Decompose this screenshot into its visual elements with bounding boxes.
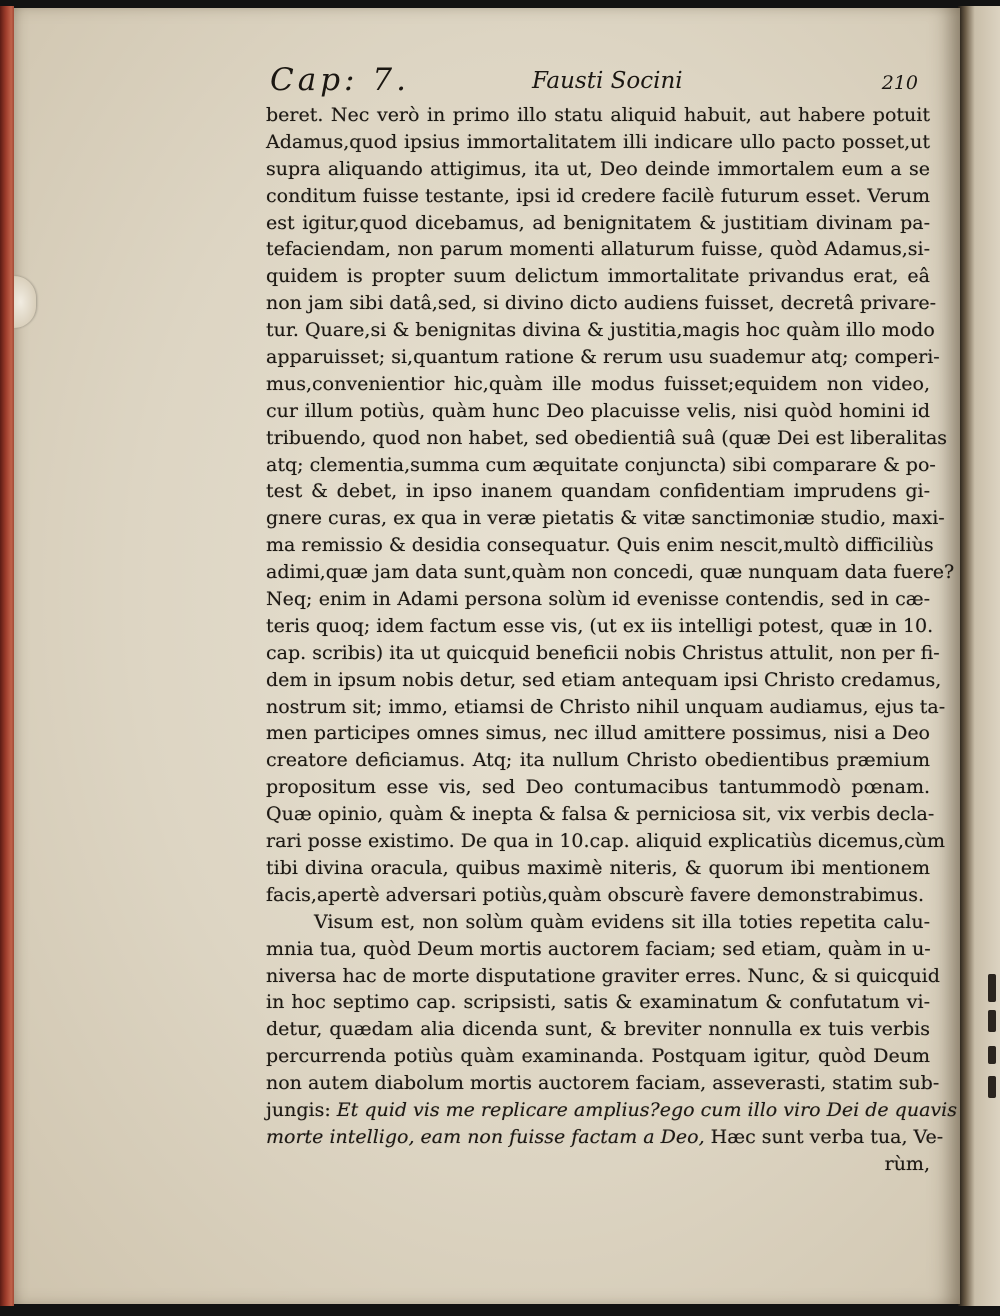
text-line: test & debet, in ipso inanem quandam confidentiam imprudens gi- bbox=[266, 480, 930, 503]
text-line: cap. scribis) ita ut quicquid beneficii nobis Christus attulit, non per fi- bbox=[266, 641, 940, 664]
text-line: niversa hac de morte disputatione graviter erres. Nunc, & si quicquid bbox=[266, 964, 940, 987]
running-head bbox=[270, 58, 920, 102]
text-line: Adamus,quod ipsius immortalitatem illi indicare ullo pacto posset,ut bbox=[266, 130, 930, 153]
text-line-morte bbox=[266, 1124, 944, 1151]
text-run: Hæc sunt verba tua, Ve- bbox=[704, 1125, 944, 1148]
text-line: adimi,quæ jam data sunt,quàm non concedi, quæ nunquam data fuere? bbox=[266, 561, 955, 584]
text-line: supra aliquando attigimus, ita ut, Deo deinde immortalem eum a se bbox=[266, 157, 930, 180]
text-line: atq; clementia,summa cum æquitate conjuncta) sibi comparare & po- bbox=[266, 453, 936, 476]
paragraph-2 bbox=[266, 909, 940, 1097]
text-line: gnere curas, ex qua in veræ pietatis & vitæ sanctimoniæ studio, maxi- bbox=[266, 507, 945, 530]
text-line: rari posse existimo. De qua in 10.cap. aliquid explicatiùs dicemus,cùm bbox=[266, 830, 945, 853]
text-line: facis,apertè adversari potiùs,quàm obscurè favere demonstrabimus. bbox=[266, 883, 925, 906]
page-tab bbox=[14, 276, 36, 328]
text-line: tibi divina oracula, quibus maximè niteris, & quorum ibi mentionem bbox=[266, 856, 930, 879]
paragraph-1 bbox=[266, 102, 955, 909]
text-line: conditum fuisse testante, ipsi id credere facilè futurum esset. Verum bbox=[266, 184, 930, 207]
author-title: Fausti Socini bbox=[532, 68, 683, 94]
text-line: percurrenda potiùs quàm examinanda. Postquam igitur, quòd Deum bbox=[266, 1045, 930, 1068]
text-line: non autem diabolum mortis auctorem faciam, asseverasti, statim sub- bbox=[266, 1072, 940, 1095]
text-line: detur, quædam alia dicenda sunt, & breviter nonnulla ex tuis verbis bbox=[266, 1018, 930, 1041]
text-line: non jam sibi datâ,sed, si divino dicto audiens fuisset, decretâ privare- bbox=[266, 292, 937, 315]
text-line: dem in ipsum nobis detur, sed etiam antequam ipsi Christo credamus, bbox=[266, 668, 942, 691]
catchword: rùm, bbox=[884, 1152, 930, 1175]
page-edge-mark bbox=[988, 1010, 996, 1032]
text-line: tefaciendam, non parum momenti allaturum fuisse, quòd Adamus,si- bbox=[266, 238, 930, 261]
body-text bbox=[266, 102, 957, 1178]
text-line-jungis bbox=[266, 1097, 957, 1124]
italic-quote: Et quid vis me replicare amplius?ego cum illo viro Dei de quavis bbox=[336, 1098, 957, 1121]
text-line: nostrum sit; immo, etiamsi de Christo nihil unquam audiamus, ejus ta- bbox=[266, 695, 946, 718]
text-line: tur. Quare,si & benignitas divina & justitia,magis hoc quàm illo modo bbox=[266, 319, 935, 342]
italic-quote: morte intelligo, eam non fuisse factam a Deo, bbox=[266, 1125, 705, 1148]
text-line: Visum est, non solùm quàm evidens sit illa toties repetita calu- bbox=[314, 910, 930, 933]
text-line: ma remissio & desidia consequatur. Quis enim nescit,multò difficiliùs bbox=[266, 534, 934, 557]
next-page-edge bbox=[958, 6, 1000, 1306]
text-line: mus,convenientior hic,quàm ille modus fuisset;equidem non video, bbox=[266, 372, 930, 395]
text-line: cur illum potiùs, quàm hunc Deo placuisse velis, nisi quòd homini id bbox=[266, 399, 930, 422]
text-line: tribuendo, quod non habet, sed obedientiâ suâ (quæ Dei est liberalitas bbox=[266, 426, 948, 449]
page-edge-mark bbox=[988, 974, 996, 1002]
text-line: mnia tua, quòd Deum mortis auctorem faciam; sed etiam, quàm in u- bbox=[266, 937, 931, 960]
text-line: teris quoq; idem factum esse vis, (ut ex iis intelligi potest, quæ in 10. bbox=[266, 614, 934, 637]
text-run: jungis: bbox=[266, 1098, 337, 1121]
text-line: Quæ opinio, quàm & inepta & falsa & perniciosa sit, vix verbis decla- bbox=[266, 803, 935, 826]
text-line: men participes omnes simus, nec illud amittere possimus, nisi a Deo bbox=[266, 722, 930, 745]
text-line: Neq; enim in Adami persona solùm id evenisse contendis, sed in cæ- bbox=[266, 588, 930, 611]
book-board-edge bbox=[0, 6, 14, 1306]
text-line: creatore deficiamus. Atq; ita nullum Christo obedientibus præmium bbox=[266, 749, 930, 772]
text-line: propositum esse vis, sed Deo contumacibus tantummodò pœnam. bbox=[266, 776, 930, 799]
text-line: apparuisset; si,quantum ratione & rerum usu suademur atq; comperi- bbox=[266, 346, 940, 369]
page-edge-mark bbox=[988, 1076, 996, 1098]
chapter-label: Cap: 7. bbox=[270, 62, 410, 98]
text-line: est igitur,quod dicebamus, ad benignitatem & justitiam divinam pa- bbox=[266, 211, 930, 234]
text-line: in hoc septimo cap. scripsisti, satis & examinatum & confutatum vi- bbox=[266, 991, 930, 1014]
text-line: quidem is propter suum delictum immortalitate privandus erat, eâ bbox=[266, 265, 930, 288]
page-edge-mark bbox=[988, 1046, 996, 1064]
page-number: 210 bbox=[881, 72, 918, 94]
text-line: beret. Nec verò in primo illo statu aliquid habuit, aut habere potuit bbox=[266, 104, 930, 126]
